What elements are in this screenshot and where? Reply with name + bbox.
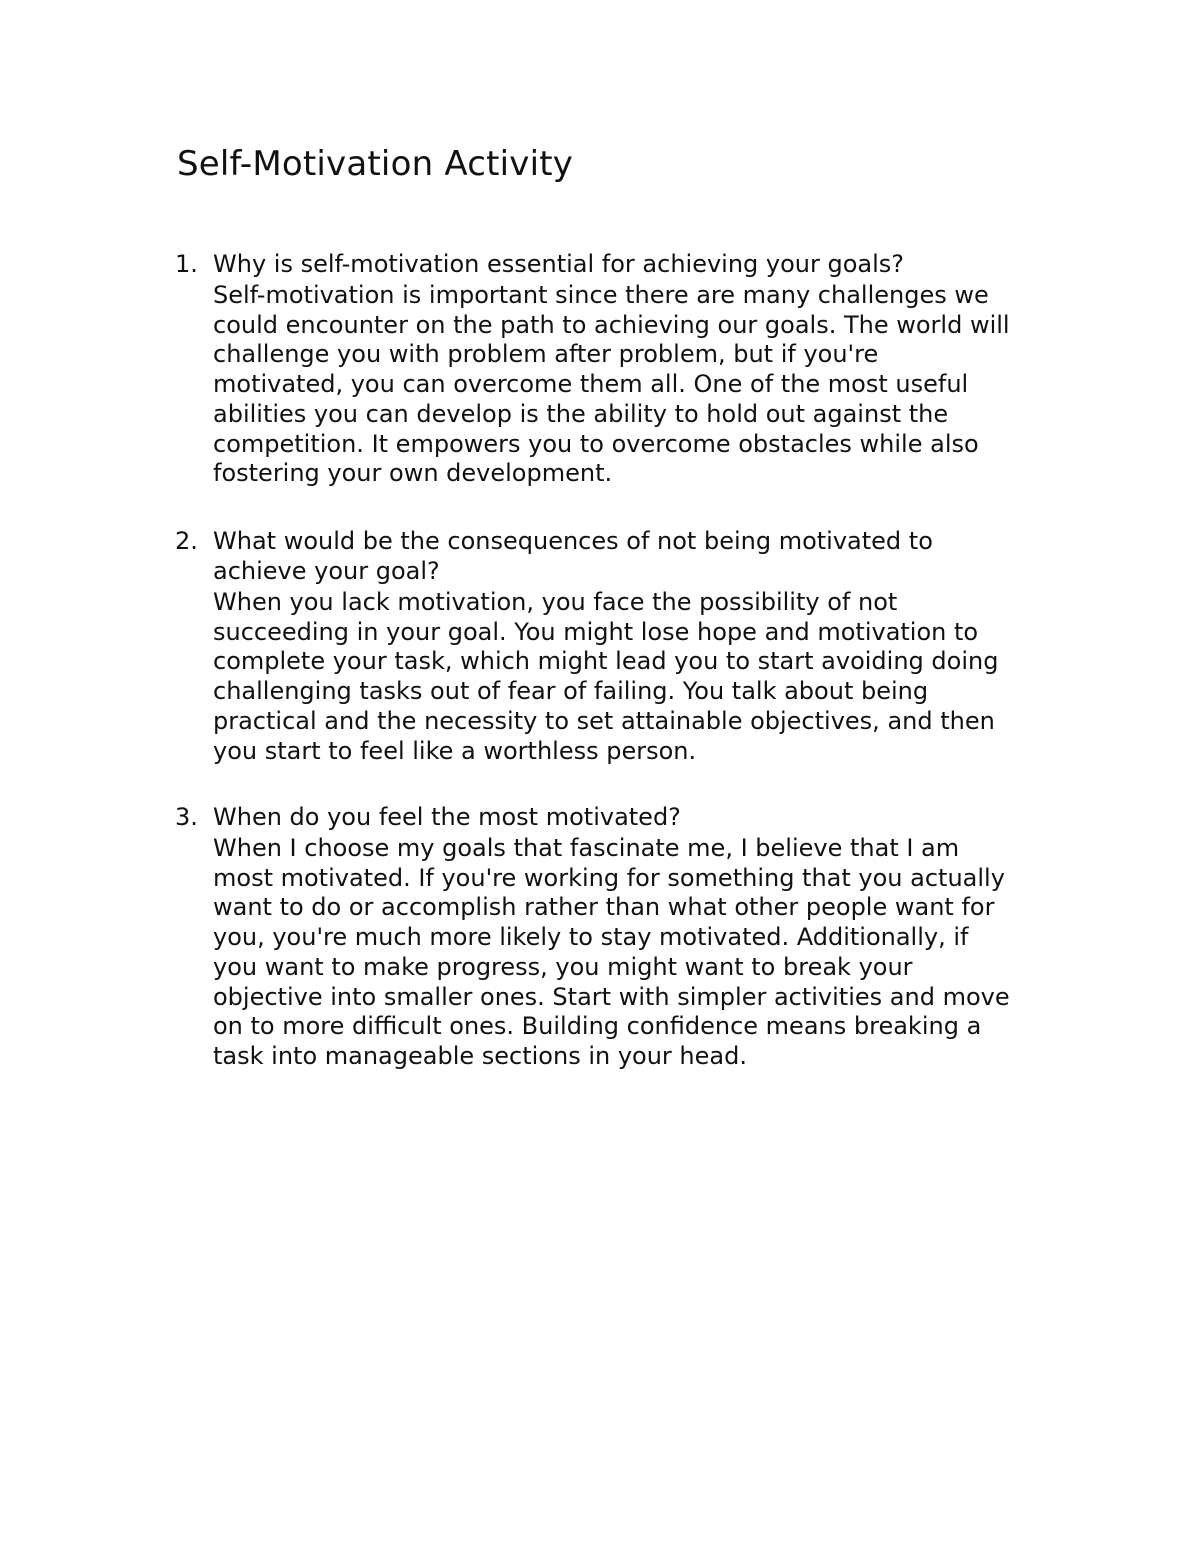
answer-line: challenging tasks out of fear of failing. You talk about being [213,677,929,706]
answer-text [213,588,1073,766]
answer-line: complete your task, which might lead you to start avoiding doing [213,647,999,676]
answer-line: on to more difficult ones. Building confidence means breaking a [213,1012,982,1041]
answer-text [213,834,1073,1072]
document-title: Self-Motivation Activity [177,144,574,184]
answer-line: you want to make progress, you might want to break your [213,952,913,981]
answer-line: challenge you with problem after problem, but if you're [213,340,879,369]
answer-line: fostering your own development. [213,459,613,488]
answer-line: motivated, you can overcome them all. One of the most useful [213,370,969,399]
answer-line: When I choose my goals that fascinate me, I believe that I am [213,834,960,862]
answer-line: want to do or accomplish rather than what other people want for [213,893,995,922]
question-line: When do you feel the most motivated? [213,803,681,831]
question-line: Why is self-motivation essential for achieving your goals? [213,250,905,278]
answer-line: you, you're much more likely to stay motivated. Additionally, if [213,923,969,952]
answer-line: abilities you can develop is the ability to hold out against the [213,399,949,428]
answer-line: objective into smaller ones. Start with simpler activities and move [213,982,1010,1011]
answer-line: When you lack motivation, you face the possibility of not [213,588,898,616]
question-line: What would be the consequences of not being motivated to [213,527,933,555]
question-text [213,249,1073,279]
answer-line: task into manageable sections in your head. [213,1041,747,1070]
answer-line: could encounter on the path to achieving our goals. The world will [213,310,1010,339]
question-text [213,526,1073,586]
question-text [213,802,1073,832]
answer-line: succeeding in your goal. You might lose hope and motivation to [213,617,979,646]
answer-line: you start to feel like a worthless person. [213,736,697,765]
question-number: 3. [175,803,198,831]
answer-line: Self-motivation is important since there are many challenges we [213,281,989,309]
answer-line: practical and the necessity to set attainable objectives, and then [213,706,995,735]
question-number: 1. [175,250,198,278]
question-number: 2. [175,527,198,555]
answer-line: most motivated. If you're working for something that you actually [213,863,1005,892]
question-line: achieve your goal? [213,557,440,585]
answer-text [213,281,1073,489]
answer-line: competition. It empowers you to overcome obstacles while also [213,429,979,458]
